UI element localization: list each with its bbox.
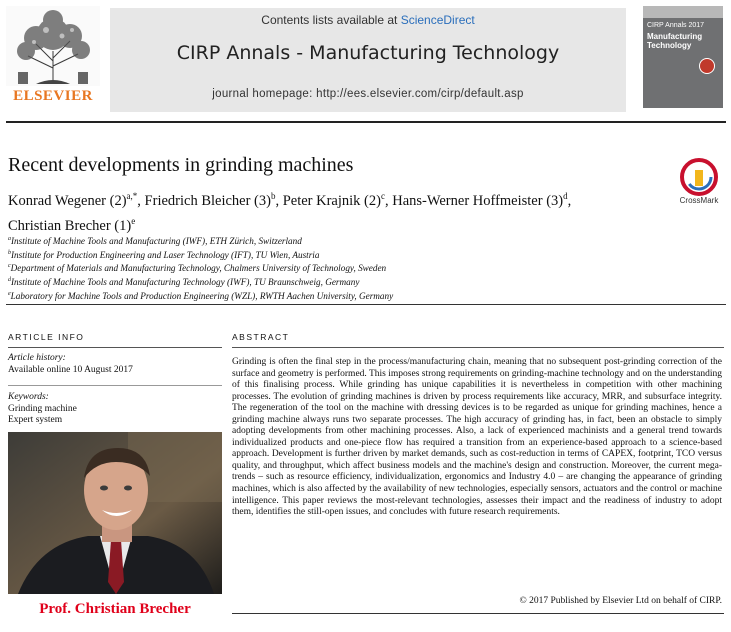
affiliation-item <box>8 248 393 262</box>
article-title: Recent developments in grinding machines <box>8 154 354 176</box>
publisher-wordmark: ELSEVIER <box>13 88 93 104</box>
journal-title: CIRP Annals - Manufacturing Technology <box>176 42 560 64</box>
keywords-label: Keywords: <box>8 392 49 402</box>
journal-homepage <box>110 88 626 100</box>
affiliation-item <box>8 261 393 275</box>
homepage-link[interactable]: http://ees.elsevier.com/cirp/default.asp <box>316 88 524 100</box>
affiliation-marker: a <box>8 236 11 242</box>
author-affil-marker[interactable]: a,* <box>126 191 138 201</box>
article-info-heading: ARTICLE INFO <box>8 332 85 342</box>
affiliation-marker: c <box>8 263 11 270</box>
affiliation-item <box>8 289 393 303</box>
affiliation-text: Laboratory for Machine Tools and Production Engineering (WZL), RWTH Aachen University, Germany <box>10 290 394 301</box>
author-name: Hans-Werner Hoffmeister (3) <box>392 192 564 209</box>
affiliation-marker: b <box>8 249 11 256</box>
sciencedirect-link[interactable]: ScienceDirect <box>400 13 475 27</box>
cover-top-strip <box>643 6 723 18</box>
author-affil-marker[interactable]: c <box>380 191 385 201</box>
affiliation-text: Institute for Production Engineering and Laser Technology (IFT), TU Wien, Austria <box>11 249 320 260</box>
author-affil-marker[interactable]: e <box>131 215 136 226</box>
affiliation-marker: e <box>8 290 11 297</box>
cover-label: CIRP Annals 2017 <box>647 22 705 29</box>
affiliation-list <box>8 234 393 302</box>
author-separator: , <box>384 192 393 209</box>
author-separator: , <box>567 192 572 209</box>
author-affil-marker[interactable]: b <box>270 191 276 201</box>
keyword-item: Grinding machine <box>8 403 77 414</box>
history-value: Available online 10 August 2017 <box>8 364 133 375</box>
author-separator: , <box>275 192 283 209</box>
contents-line <box>110 13 626 27</box>
history-label: Article history: <box>8 353 66 363</box>
affiliation-text: Institute of Machine Tools and Manufacturing Technology (IWF), TU Braunschweig, Germany <box>11 277 360 288</box>
header-divider <box>6 121 726 123</box>
copyright-notice: © 2017 Published by Elsevier Ltd on behalf of CIRP. <box>519 596 722 606</box>
affiliation-marker: d <box>8 276 11 283</box>
info-heading-rule <box>8 347 222 348</box>
affiliation-text: Institute of Machine Tools and Manufacturing (IWF), ETH Zürich, Switzerland <box>11 236 302 247</box>
author-portrait-photo <box>8 432 222 594</box>
photo-caption: Prof. Christian Brecher <box>39 601 191 617</box>
cover-emblem-icon <box>699 58 715 74</box>
section-divider <box>6 304 726 305</box>
abstract-heading: ABSTRACT <box>232 332 290 342</box>
crossmark-icon[interactable] <box>680 158 718 196</box>
author-name: Konrad Wegener (2) <box>8 192 127 209</box>
homepage-prefix: journal homepage: <box>212 88 317 100</box>
crossmark-label: CrossMark <box>679 196 719 205</box>
author-name: Christian Brecher (1) <box>8 217 132 234</box>
cover-title: Manufacturing Technology <box>647 32 703 50</box>
author-name: Friedrich Bleicher (3) <box>144 192 271 209</box>
keywords-block <box>8 392 77 427</box>
keyword-item: Expert system <box>8 415 63 425</box>
history-rule <box>8 385 222 386</box>
abstract-heading-rule <box>232 347 724 348</box>
affiliation-item <box>8 275 393 289</box>
affiliation-item <box>8 234 393 248</box>
article-history <box>8 353 133 376</box>
affiliation-text: Department of Materials and Manufacturing Technology, Chalmers University of Technology, Sweden <box>10 263 387 274</box>
contents-prefix: Contents lists available at <box>261 13 401 27</box>
author-list <box>8 186 668 236</box>
author-name: Peter Krajnik (2) <box>282 192 381 209</box>
abstract-text: Grinding is often the final step in the process/manufacturing chain, meaning that no subsequent post-grinding correction of the surface and geometry is performed. This imposes strong requirements on grinding-machine technology and on the understanding of this finalising process. While grinding has unique capabilities it is nevertheless in competition with other machining processes. The evolution of grinding machines is driven by process requirements like accuracy, MRR, and subsurface integrity. The regeneration of the tool on the machine with dressing devices is to be regarded as unique for grinding machines, hence a grinding machine always runs two separate processes. The high accuracy of grinding has, in fact, been an obstacle to simply adopting developments from other machining processes. Also, a lack of experienced machinists and a general trend towards individualized products and one-piece flow has required a transition from an experience-based approach to a science-based approach. Development is further driven by market demands, such as cost-reduction in terms of CAPEX, footprint, TCO versus quality, and throughput, which affect business models and the machine's design and construction. Moreover, the current mega-trends – such as resource efficiency, individualization, ergonomics and Industry 4.0 – are changing the appearance of grinding machines, which is also affected by the availability of new technologies, especially sensors, actuators and the control or machine intelligence. This paper reviews the most-relevant technologies, assesses their impact and the readiness of industry to adopt them, identifies the still-open issues, and concludes with future research requirements. <box>232 357 723 518</box>
author-separator: , <box>137 192 145 209</box>
author-affil-marker[interactable]: d <box>563 191 568 201</box>
abstract-bottom-rule <box>232 613 724 614</box>
